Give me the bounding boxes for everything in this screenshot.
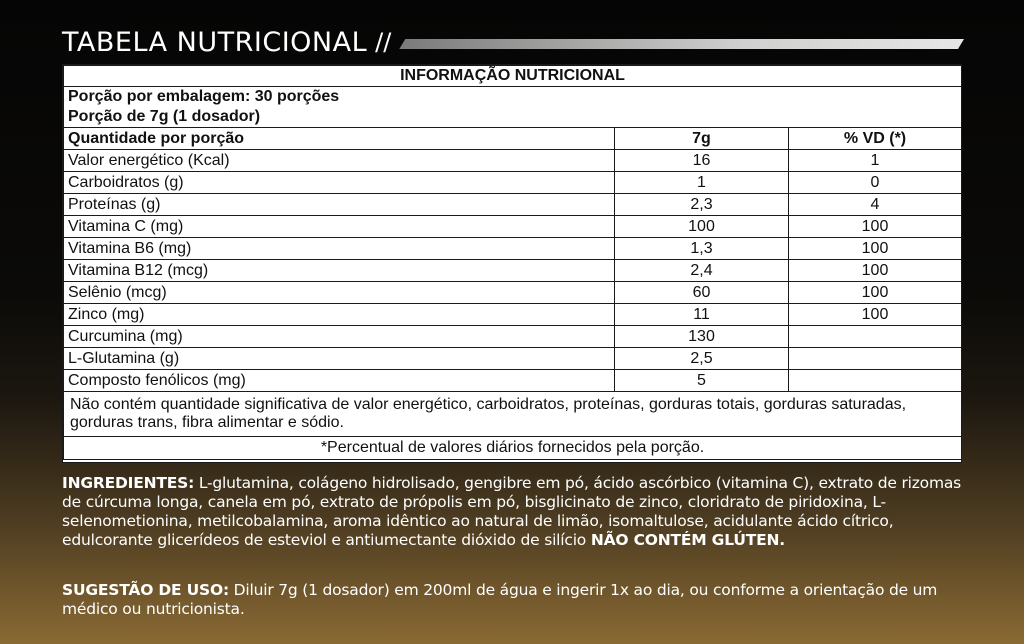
portion-size: Porção de 7g (1 dosador)	[68, 108, 261, 125]
table-note: Não contém quantidade significativa de valor energético, carboidratos, proteínas, gorduras totais, gorduras saturadas, gorduras trans, fibra alimentar e sódio.	[64, 392, 962, 437]
nutrient-amount: 1	[615, 172, 789, 194]
ingredients-label: INGREDIENTES:	[62, 474, 195, 492]
nutrient-name: Vitamina B12 (mcg)	[64, 260, 615, 282]
nutrient-vd: 100	[789, 282, 962, 304]
nutrient-amount: 2,4	[615, 260, 789, 282]
nutrient-vd: 0	[789, 172, 962, 194]
column-header-quantity: Quantidade por porção	[64, 128, 615, 150]
page-title: TABELA NUTRICIONAL	[62, 26, 368, 58]
nutrient-amount: 2,3	[615, 194, 789, 216]
nutrient-amount: 60	[615, 282, 789, 304]
header	[62, 24, 964, 60]
column-header-amount: 7g	[615, 128, 789, 150]
nutrient-vd: 100	[789, 304, 962, 326]
nutrient-vd: 100	[789, 216, 962, 238]
table-footnote: *Percentual de valores diários fornecidos pela porção.	[64, 437, 962, 460]
nutrient-vd: 100	[789, 238, 962, 260]
table-row	[64, 260, 962, 282]
nutrient-vd: 100	[789, 260, 962, 282]
nutrition-table-panel	[62, 64, 962, 463]
title-slashes: //	[375, 28, 392, 56]
table-row	[64, 150, 962, 172]
table-title: INFORMAÇÃO NUTRICIONAL	[64, 66, 962, 87]
table-row	[64, 304, 962, 326]
nutrient-name: Vitamina B6 (mg)	[64, 238, 615, 260]
column-header-row	[64, 128, 962, 150]
nutrient-vd: 4	[789, 194, 962, 216]
nutrient-name: Carboidratos (g)	[64, 172, 615, 194]
nutrient-vd	[789, 326, 962, 348]
nutrient-amount: 16	[615, 150, 789, 172]
table-row	[64, 326, 962, 348]
usage-text: Diluir 7g (1 dosador) em 200ml de água e ingerir 1x ao dia, ou conforme a orientação de um médico ou nutricionista.	[62, 581, 938, 618]
table-row	[64, 216, 962, 238]
portion-info	[64, 87, 962, 128]
nutrient-amount: 100	[615, 216, 789, 238]
table-row	[64, 282, 962, 304]
table-row	[64, 348, 962, 370]
header-decorative-bar	[399, 39, 964, 49]
nutrient-amount: 2,5	[615, 348, 789, 370]
column-header-vd: % VD (*)	[789, 128, 962, 150]
ingredients-paragraph	[62, 474, 964, 550]
nutrient-name: Valor energético (Kcal)	[64, 150, 615, 172]
nutrient-vd	[789, 370, 962, 392]
table-row	[64, 238, 962, 260]
nutrient-name: Proteínas (g)	[64, 194, 615, 216]
nutrient-vd	[789, 348, 962, 370]
nutrient-name: Vitamina C (mg)	[64, 216, 615, 238]
nutrient-amount: 5	[615, 370, 789, 392]
nutrient-name: Composto fenólicos (mg)	[64, 370, 615, 392]
table-row	[64, 370, 962, 392]
table-row	[64, 194, 962, 216]
nutrient-name: Selênio (mcg)	[64, 282, 615, 304]
nutrient-name: L-Glutamina (g)	[64, 348, 615, 370]
usage-paragraph	[62, 581, 964, 619]
portions-per-package: Porção por embalagem: 30 porções	[68, 88, 340, 105]
nutrient-amount: 130	[615, 326, 789, 348]
nutrient-name: Curcumina (mg)	[64, 326, 615, 348]
nutrition-table	[63, 65, 962, 460]
nutrient-amount: 1,3	[615, 238, 789, 260]
ingredients-text: L-glutamina, colágeno hidrolisado, gengibre em pó, ácido ascórbico (vitamina C), extrato de rizomas de cúrcuma longa, canela em pó, extrato de própolis em pó, bisglicinato de zinco, cloridrato de piridoxina, L-selenometionina, metilcobalamina, aroma idêntico ao natural de limão, isomaltulose, acidulante ácido cítrico, edulcorante glicerídeos de esteviol e antiumectante dióxido de silício	[62, 474, 962, 549]
nutrient-name: Zinco (mg)	[64, 304, 615, 326]
gluten-warning: NÃO CONTÉM GLÚTEN.	[590, 531, 785, 549]
table-row	[64, 172, 962, 194]
usage-label: SUGESTÃO DE USO:	[62, 581, 229, 599]
nutrient-amount: 11	[615, 304, 789, 326]
nutrient-vd: 1	[789, 150, 962, 172]
